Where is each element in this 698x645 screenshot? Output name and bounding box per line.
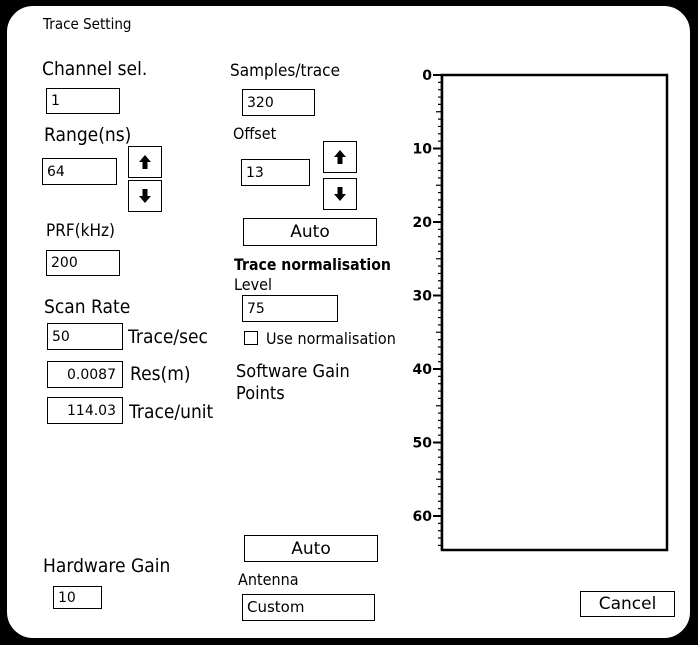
y-tick-label: 40 bbox=[412, 362, 432, 378]
trace-sec-input[interactable]: 50 bbox=[47, 323, 123, 350]
y-tick-label: 20 bbox=[412, 215, 432, 231]
res-input[interactable]: 0.0087 bbox=[47, 361, 123, 388]
offset-label: Offset bbox=[233, 124, 277, 143]
cancel-button[interactable]: Cancel bbox=[580, 591, 675, 617]
hardware-gain-input[interactable]: 10 bbox=[53, 586, 102, 609]
use-normalisation-label: Use normalisation bbox=[266, 329, 396, 348]
antenna-label: Antenna bbox=[238, 570, 299, 589]
level-input[interactable]: 75 bbox=[242, 295, 338, 322]
trace-unit-label: Trace/unit bbox=[129, 401, 214, 423]
y-axis-ticks bbox=[433, 75, 442, 545]
y-tick-label: 50 bbox=[412, 435, 432, 452]
software-gain-chart[interactable] bbox=[387, 61, 687, 561]
range-down-button[interactable] bbox=[128, 180, 162, 212]
arrow-down-icon bbox=[138, 188, 152, 204]
plot-area[interactable] bbox=[442, 75, 667, 550]
y-tick-label: 0 bbox=[422, 68, 432, 84]
arrow-down-icon bbox=[333, 186, 347, 202]
use-normalisation-checkbox[interactable] bbox=[244, 331, 258, 345]
y-axis-labels bbox=[413, 68, 433, 525]
window-title: Trace Setting bbox=[43, 15, 132, 33]
y-tick-label: 10 bbox=[412, 141, 432, 158]
samples-input[interactable]: 320 bbox=[242, 89, 315, 116]
y-tick-label: 30 bbox=[412, 288, 432, 305]
arrow-up-icon bbox=[138, 154, 152, 170]
range-input[interactable]: 64 bbox=[42, 158, 117, 185]
auto-offset-button[interactable]: Auto bbox=[243, 218, 377, 246]
hardware-gain-label: Hardware Gain bbox=[43, 555, 171, 577]
antenna-select[interactable]: Custom bbox=[242, 594, 375, 621]
arrow-up-icon bbox=[333, 149, 347, 165]
offset-up-button[interactable] bbox=[323, 141, 357, 173]
offset-input[interactable]: 13 bbox=[241, 159, 310, 186]
scan-rate-label: Scan Rate bbox=[44, 296, 131, 318]
range-label: Range(ns) bbox=[44, 124, 132, 146]
samples-label: Samples/trace bbox=[230, 61, 340, 81]
range-up-button[interactable] bbox=[128, 146, 162, 178]
res-label: Res(m) bbox=[130, 363, 191, 385]
prf-input[interactable]: 200 bbox=[46, 250, 120, 276]
trace-setting-dialog bbox=[3, 2, 694, 642]
auto-gain-button[interactable]: Auto bbox=[244, 535, 378, 562]
trace-sec-label: Trace/sec bbox=[128, 326, 208, 348]
prf-label: PRF(kHz) bbox=[46, 221, 116, 241]
software-gain-points-label: Points bbox=[236, 383, 285, 404]
channel-input[interactable]: 1 bbox=[46, 88, 120, 114]
normalisation-title: Trace normalisation bbox=[234, 255, 391, 274]
trace-unit-input[interactable]: 114.03 bbox=[47, 397, 123, 424]
offset-down-button[interactable] bbox=[323, 178, 357, 210]
channel-label: Channel sel. bbox=[42, 58, 148, 80]
y-tick-label: 60 bbox=[412, 509, 432, 525]
software-gain-label: Software Gain bbox=[236, 361, 350, 382]
level-label: Level bbox=[234, 275, 273, 294]
